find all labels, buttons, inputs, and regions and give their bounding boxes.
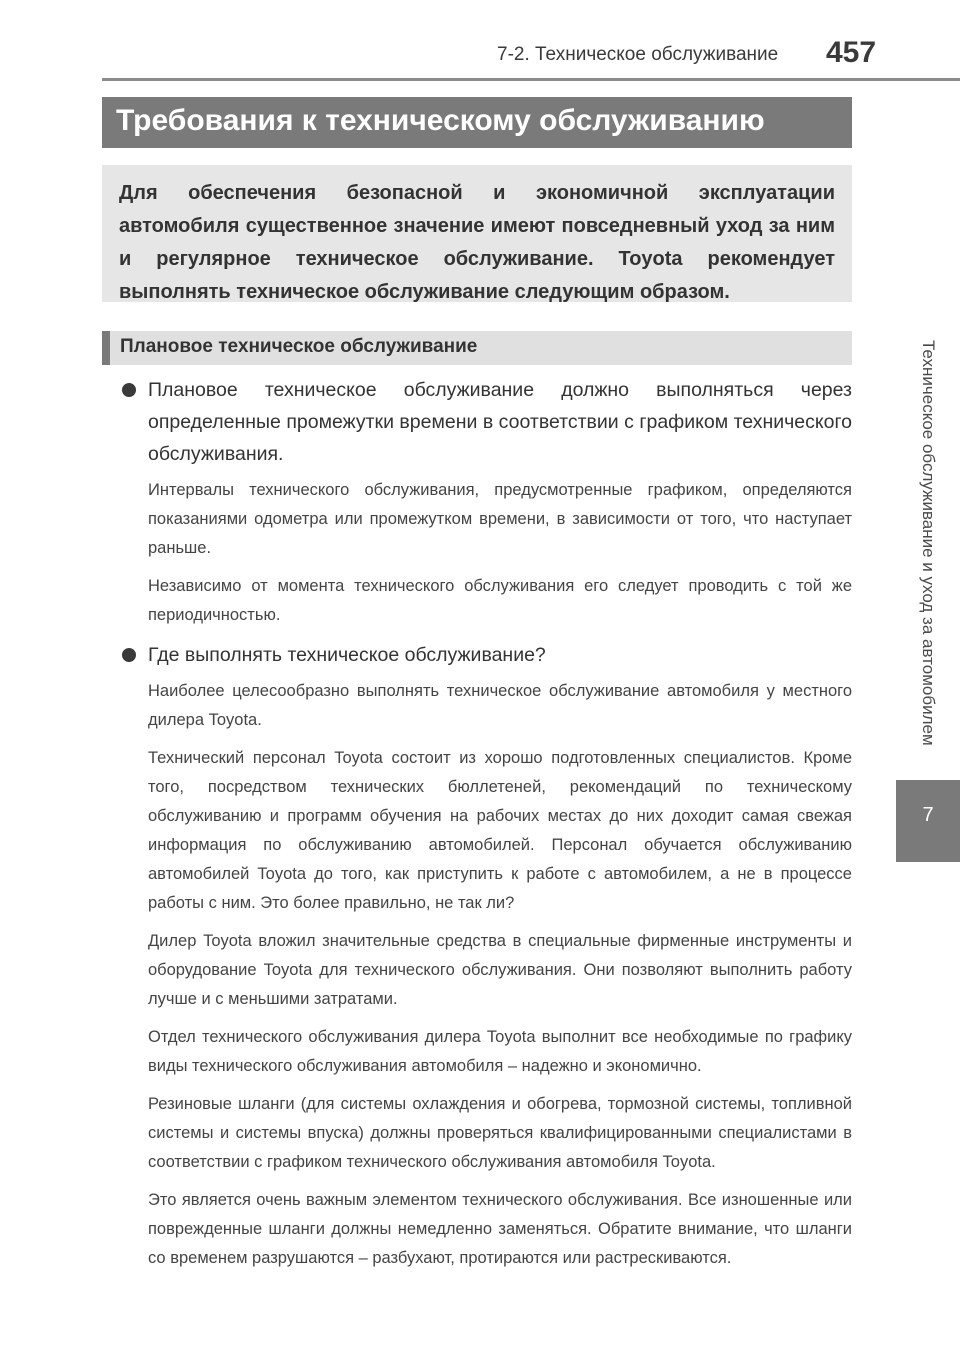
section-heading: Плановое техническое обслуживание (102, 331, 852, 365)
intro-text: Для обеспечения безопасной и экономичной эксплуатации автомобиля существенное значение имеют повседневный уход за ним и регулярное техническое обслуживание. Toyota рекомендует выполнять техническое обслуживание следующим образом. (119, 182, 835, 303)
side-tab-label: Техническое обслуживание и уход за автомобилем (919, 340, 938, 746)
paragraph: Независимо от момента технического обслуживания его следует проводить с той же периодичностью. (148, 577, 852, 624)
section-content (120, 374, 852, 1282)
header-section-title: 7-2. Техническое обслуживание (497, 44, 779, 65)
chapter-tab (896, 780, 960, 862)
bullet-dot-icon (122, 648, 136, 662)
paragraph: Резиновые шланги (для системы охлаждения и обогрева, тормозной системы, топливной системы и системы впуска) должны проверяться квалифицированными специалистами в соответствии с графиком технического обслуживания автомобиля Toyota. (148, 1095, 852, 1171)
paragraph: Технический персонал Toyota состоит из хорошо подготовленных специалистов. Кроме того, посредством технических бюллетеней, рекомендаций по техническому обслуживанию и программ обучения на рабочих местах до них доходит самая свежая информация по обслуживанию автомобилей. Персонал обучается обслуживанию автомобилей Toyota до того, как приступить к работе с автомобилем, а не в процессе работы с ним. Это более правильно, не так ли? (148, 749, 852, 912)
chapter-number: 7 (922, 804, 934, 826)
side-tab (896, 300, 960, 780)
header-divider (102, 78, 960, 81)
page-number: 457 (826, 36, 877, 69)
paragraph: Интервалы технического обслуживания, предусмотренные графиком, определяются показаниями одометра или промежутком времени, в зависимости от того, что наступает раньше. (148, 481, 852, 557)
bullet-item (120, 374, 852, 470)
bullet-dot-icon (122, 383, 136, 397)
paragraph: Дилер Toyota вложил значительные средства в специальные фирменные инструменты и оборудование Toyota для технического обслуживания. Они позволяют выполнить работу лучше и с меньшими затратами. (148, 932, 852, 1008)
paragraph: Отдел технического обслуживания дилера Toyota выполнит все необходимые по графику виды технического обслуживания автомобиля – надежно и экономично. (148, 1028, 852, 1075)
page-title: Требования к техническому обслуживанию (102, 97, 852, 148)
paragraph: Наиболее целесообразно выполнять техническое обслуживание автомобиля у местного дилера Toyota. (148, 682, 852, 729)
intro-box (102, 165, 852, 302)
bullet-text: Плановое техническое обслуживание должно выполняться через определенные промежутки времени в соответствии с графиком технического обслуживания. (148, 379, 852, 465)
bullet-item (120, 639, 852, 671)
paragraph: Это является очень важным элементом технического обслуживания. Все изношенные или поврежденные шланги должны немедленно заменяться. Обратите внимание, что шланги со временем разрушаются – разбухают, протираются или растрескиваются. (148, 1191, 852, 1267)
bullet-text: Где выполнять техническое обслуживание? (148, 644, 546, 666)
